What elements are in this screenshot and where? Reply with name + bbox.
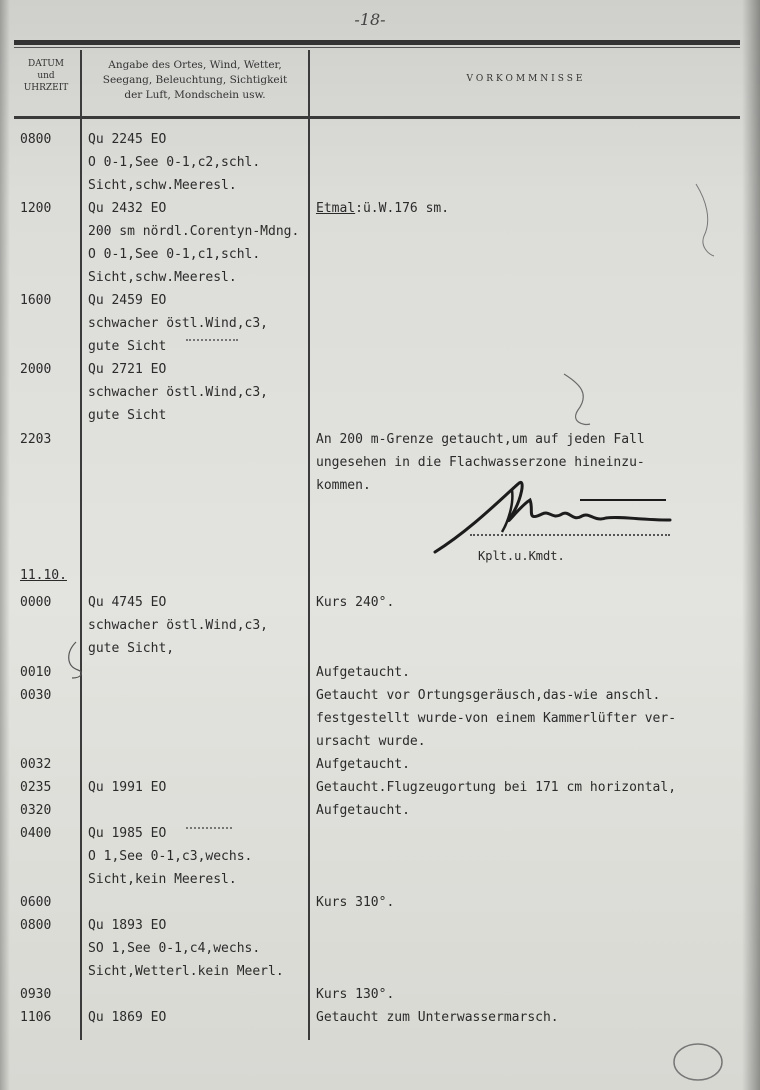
entry-place-line: gute Sicht — [88, 408, 167, 423]
entry-place — [88, 358, 338, 427]
entry-time: 0600 — [20, 895, 52, 910]
entry-place — [88, 1006, 338, 1029]
entry-time: 0032 — [20, 757, 52, 772]
entry-time: 0400 — [20, 826, 52, 841]
entry-place — [88, 289, 338, 358]
entry-time: 1200 — [20, 201, 52, 216]
header-events-column: VORKOMMNISSE — [466, 74, 586, 84]
entry-event-line: ursacht wurde. — [316, 734, 426, 749]
entry-place-line: Sicht,kein Meeresl. — [88, 872, 237, 887]
entry-event-line: festgestellt wurde-von einem Kammerlüfter ver- — [316, 711, 677, 726]
entry-event-text: :ü.W.176 sm. — [355, 201, 450, 216]
entry-place-line: Qu 1991 EO — [88, 780, 167, 795]
header-place-line: der Luft, Mondschein usw. — [124, 89, 266, 101]
entry-time: 1600 — [20, 293, 52, 308]
entry-place-line: schwacher östl.Wind,c3, — [88, 385, 269, 400]
header-date-column — [14, 58, 78, 94]
entry-event-line: ungesehen in die Flachwasserzone hineinzu- — [316, 455, 645, 470]
entry-event-prefix: Etmal — [316, 201, 356, 216]
entry-event — [316, 799, 756, 822]
entry-place-line: Sicht,schw.Meeresl. — [88, 270, 237, 285]
entry-place-line: O 0-1,See 0-1,c1,schl. — [88, 247, 261, 262]
entry-time: 0000 — [20, 595, 52, 610]
entry-place-line: Qu 2459 EO — [88, 293, 167, 308]
entry-place-line: Qu 2432 EO — [88, 201, 167, 216]
entry-time: 0030 — [20, 688, 52, 703]
entry-place-line: Qu 1869 EO — [88, 1010, 167, 1025]
entry-time: 0800 — [20, 918, 52, 933]
header-date-line: UHRZEIT — [23, 83, 69, 93]
entry-event-line: Aufgetaucht. — [316, 803, 410, 818]
entry-time: 0235 — [20, 780, 52, 795]
entry-place — [88, 776, 338, 799]
entry-place-line: 200 sm nördl.Corentyn-Mdng. — [88, 224, 300, 239]
entry-event — [316, 891, 756, 914]
entry-place — [88, 591, 338, 660]
entry-event-line: Getaucht.Flugzeugortung bei 171 cm horizontal, — [316, 780, 677, 795]
header-place-column — [82, 58, 308, 103]
entry-time: 0010 — [20, 665, 52, 680]
pencil-scribble — [560, 370, 600, 430]
page-shadow-right — [742, 0, 760, 1090]
dotted-mark — [186, 826, 232, 829]
entry-place-line: gute Sicht, — [88, 641, 175, 656]
entry-place — [88, 197, 338, 289]
entry-place-line: O 0-1,See 0-1,c2,schl. — [88, 155, 261, 170]
entry-event — [316, 684, 756, 753]
commander-signature — [430, 470, 680, 560]
pencil-scribble — [690, 180, 720, 260]
entry-event — [316, 983, 756, 1006]
entry-place-line: O 1,See 0-1,c3,wechs. — [88, 849, 253, 864]
header-date-line: DATUM — [27, 59, 65, 69]
entry-time: 0930 — [20, 987, 52, 1002]
entry-place-line: Qu 1985 EO — [88, 826, 167, 841]
entry-place-line: Qu 2245 EO — [88, 132, 167, 147]
header-date-line: und — [37, 71, 55, 81]
entry-event — [316, 1006, 756, 1029]
entry-place-line: Sicht,schw.Meeresl. — [88, 178, 237, 193]
pencil-scribble — [62, 640, 88, 680]
entry-place-line: gute Sicht — [88, 339, 167, 354]
entry-place-line: Qu 4745 EO — [88, 595, 167, 610]
page-number: -18- — [354, 10, 386, 29]
header-place-line: Angabe des Ortes, Wind, Wetter, — [108, 59, 282, 71]
entry-place — [88, 822, 338, 891]
entry-event-line: kommen. — [316, 478, 371, 493]
page-shadow-left — [0, 0, 10, 1090]
entry-place — [88, 128, 338, 197]
entry-event-line: Aufgetaucht. — [316, 757, 410, 772]
entry-place — [88, 914, 338, 983]
entry-event — [316, 661, 756, 684]
entry-place-line: schwacher östl.Wind,c3, — [88, 316, 269, 331]
entry-event-line: Kurs 130°. — [316, 987, 395, 1002]
dotted-mark — [186, 338, 238, 341]
stamp-mark — [668, 1034, 728, 1084]
top-rule-thin — [14, 47, 740, 48]
entry-event-line: Aufgetaucht. — [316, 665, 410, 680]
entry-time: 0800 — [20, 132, 52, 147]
column-divider-1 — [80, 50, 82, 1040]
entry-event-line: An 200 m-Grenze getaucht,um auf jeden Fall — [316, 432, 645, 447]
signature-caption: Kplt.u.Kmdt. — [478, 549, 565, 563]
date-marker: 11.10. — [20, 568, 67, 583]
top-rule — [14, 40, 740, 45]
entry-event — [316, 776, 756, 799]
entry-time: 0320 — [20, 803, 52, 818]
header-place-line: Seegang, Beleuchtung, Sichtigkeit — [102, 74, 288, 86]
header-rule — [14, 116, 740, 119]
entry-event-line: Kurs 240°. — [316, 595, 395, 610]
entry-event-line: Getaucht vor Ortungsgeräusch,das-wie anschl. — [316, 688, 661, 703]
entry-event — [316, 753, 756, 776]
entry-event-line: Kurs 310°. — [316, 895, 395, 910]
signature-dotted-line — [470, 532, 670, 536]
entry-place-line: schwacher östl.Wind,c3, — [88, 618, 269, 633]
entry-time: 1106 — [20, 1010, 52, 1025]
entry-place-line: Qu 1893 EO — [88, 918, 167, 933]
entry-time: 2000 — [20, 362, 52, 377]
entry-place-line: Sicht,Wetterl.kein Meerl. — [88, 964, 284, 979]
entry-place-line: Qu 2721 EO — [88, 362, 167, 377]
entry-time: 2203 — [20, 432, 52, 447]
entry-event — [316, 591, 756, 614]
entry-event-line: Getaucht zum Unterwassermarsch. — [316, 1010, 559, 1025]
entry-place-line: SO 1,See 0-1,c4,wechs. — [88, 941, 261, 956]
